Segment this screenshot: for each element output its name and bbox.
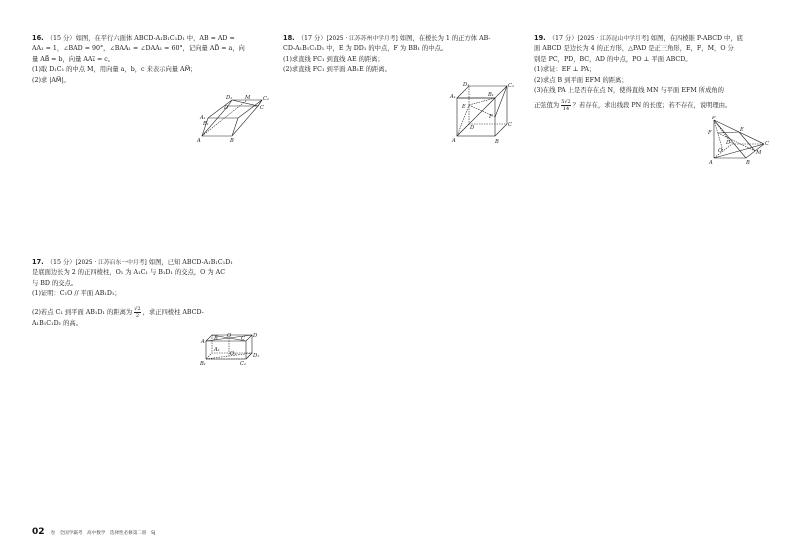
figure-label: B <box>214 336 218 343</box>
question-2-continued: ，求正四棱柱 ABCD- <box>142 308 204 316</box>
figure-label: C <box>765 141 769 148</box>
question-3-continued: ？若存在，求出线段 PN 的长度；若不存在，说明理由。 <box>572 102 732 110</box>
figure-label: B <box>495 138 499 145</box>
problem-19 <box>534 33 774 112</box>
figure-label: M <box>756 150 762 157</box>
problem-16 <box>32 33 272 86</box>
question-2: (2)若点 C₁ 到平面 AB₁D₁ 的距离为 <box>32 308 133 316</box>
page-number: 02 <box>32 527 45 537</box>
figure-parallelepiped <box>194 92 272 148</box>
problem-number: 17. <box>32 258 44 266</box>
question-3-continued: 正弦值为 <box>534 102 560 110</box>
problem-18 <box>283 33 523 76</box>
problem-number: 16. <box>32 34 44 42</box>
question-2: (2)求 |AM⃗|。 <box>32 76 70 84</box>
problem-number: 18. <box>283 34 295 42</box>
figure-label: A₁ <box>450 93 456 100</box>
footer-text: 卷 全国学霸考 高中数学 选择性必修第二册 SJ <box>50 531 156 536</box>
figure-label: A₁ <box>214 347 220 354</box>
question-1: (1)求直线 FC₁ 到直线 AE 的距离； <box>283 55 384 63</box>
figure-label: D <box>224 105 229 112</box>
problem-text: 如图，在四棱锥 P-ABCD 中，底 <box>650 35 743 42</box>
problem-source: [2025 · 江苏昆山中学月考] <box>577 36 649 42</box>
figure-label: C₁ <box>263 96 270 103</box>
figure-label: C <box>508 121 512 128</box>
question-2-continued: A₁B₁C₁D₁ 的高。 <box>32 319 83 327</box>
fraction-denominator: 14 <box>562 106 570 113</box>
problem-text: 面 ABCD 是边长为 4 的正方形，△PAD 是正三角形，E，F，M，O 分 <box>534 45 734 53</box>
figure-label: E <box>740 127 744 134</box>
problem-number: 19. <box>534 34 546 42</box>
figure-label: B <box>746 160 750 167</box>
figure-label: D₁ <box>253 353 260 360</box>
problem-text: 是底面边长为 2 的正四棱柱，O₁ 为 A₁C₁ 与 B₁D₁ 的交点，O 为 AC <box>32 269 226 277</box>
problem-source: [2025 · 江苏苏州中学月考] <box>326 36 398 42</box>
problem-points: （17 分） <box>297 35 327 42</box>
problem-source: [2025 · 江苏启东一中月考] <box>75 260 147 266</box>
figure-label: C <box>241 336 245 343</box>
problem-text: 量 AB⃗ = b，向量 AA₁⃗ = c。 <box>32 55 115 63</box>
figure-label: M <box>245 95 251 102</box>
figure-label: D <box>470 124 475 131</box>
fraction-numerator: √2 <box>134 305 141 312</box>
figure-pyramid <box>706 116 774 166</box>
figure-label: B₁ <box>203 121 209 128</box>
figure-label: A₁ <box>200 115 206 122</box>
figure-label: B₁ <box>488 91 494 98</box>
figure-prism <box>200 333 272 369</box>
column-3 <box>534 33 774 166</box>
question-2: (2)求直线 FC₁ 到平面 AB₁E 的距离。 <box>283 66 391 74</box>
question-3: (3)在线 PA 上是否存在点 N，使得直线 MN 与平面 EFM 所成角的 <box>534 87 724 95</box>
problem-text: 与 BD 的交点。 <box>32 279 78 287</box>
fraction <box>134 306 140 319</box>
problem-points: （15 分） <box>46 35 76 42</box>
problem-17-block <box>32 257 272 369</box>
figure-cube <box>449 82 523 146</box>
figure-label: B <box>230 138 234 145</box>
figure-label: P <box>712 116 716 122</box>
question-1: (1)取 D₁C₁ 的中点 M，用向量 a，b，c 来表示向量 AM⃗； <box>32 66 197 74</box>
figure-label: A <box>709 160 713 167</box>
figure-label: D <box>726 140 731 147</box>
figure-label: O <box>227 333 232 340</box>
figure-label: O <box>718 148 723 155</box>
figure-label: F <box>708 130 712 137</box>
figure-label: O₁ <box>230 351 237 358</box>
column-2 <box>283 33 523 146</box>
figure-label: B₁ <box>200 361 206 368</box>
problem-text: 别是 PC，PD，BC，AD 的中点，PO ⊥ 平面 ABCD。 <box>534 55 692 63</box>
figure-label: F <box>489 113 493 120</box>
question-2: (2)求点 B 到平面 EFM 的距离； <box>534 76 628 84</box>
fraction-denominator: 2 <box>135 312 139 319</box>
problem-points: （15 分） <box>46 259 76 266</box>
figure-label: C₁ <box>508 82 515 89</box>
figure-label: A <box>201 339 205 346</box>
figure-label: A <box>197 138 201 145</box>
page-footer <box>32 527 155 537</box>
problem-text: 如图，在棱长为 1 的正方体 AB- <box>399 35 491 42</box>
fraction <box>561 99 571 112</box>
figure-label: D <box>253 333 258 340</box>
problem-text: CD-A₁B₁C₁D₁ 中，E 为 DD₁ 的中点，F 为 BB₁ 的中点。 <box>283 45 448 53</box>
question-1: (1)证明：C₁O // 平面 AB₁D₁； <box>32 290 121 298</box>
figure-label: D₁ <box>463 81 470 88</box>
question-1: (1)求证：EF ⊥ PA； <box>534 66 596 74</box>
figure-label: A <box>452 137 456 144</box>
problem-text: 如图，在平行六面体 ABCD-A₁B₁C₁D₁ 中，AB = AD = <box>75 35 235 42</box>
figure-label: D₁ <box>226 95 233 102</box>
column-1 <box>32 33 272 148</box>
problem-text: 如图，已知 ABCD-A₁B₁C₁D₁ <box>148 259 233 266</box>
figure-label: E <box>462 103 466 110</box>
figure-label: C <box>260 105 264 112</box>
fraction-numerator: 5√2 <box>561 99 571 106</box>
problem-17 <box>32 257 272 329</box>
problem-text: AA₁ = 1，∠BAD = 90°，∠BAA₁ = ∠DAA₁ = 60°，记向量 AD⃗ = a，向 <box>32 45 245 53</box>
figure-label: C₁ <box>240 361 247 368</box>
problem-points: （17 分） <box>548 35 578 42</box>
